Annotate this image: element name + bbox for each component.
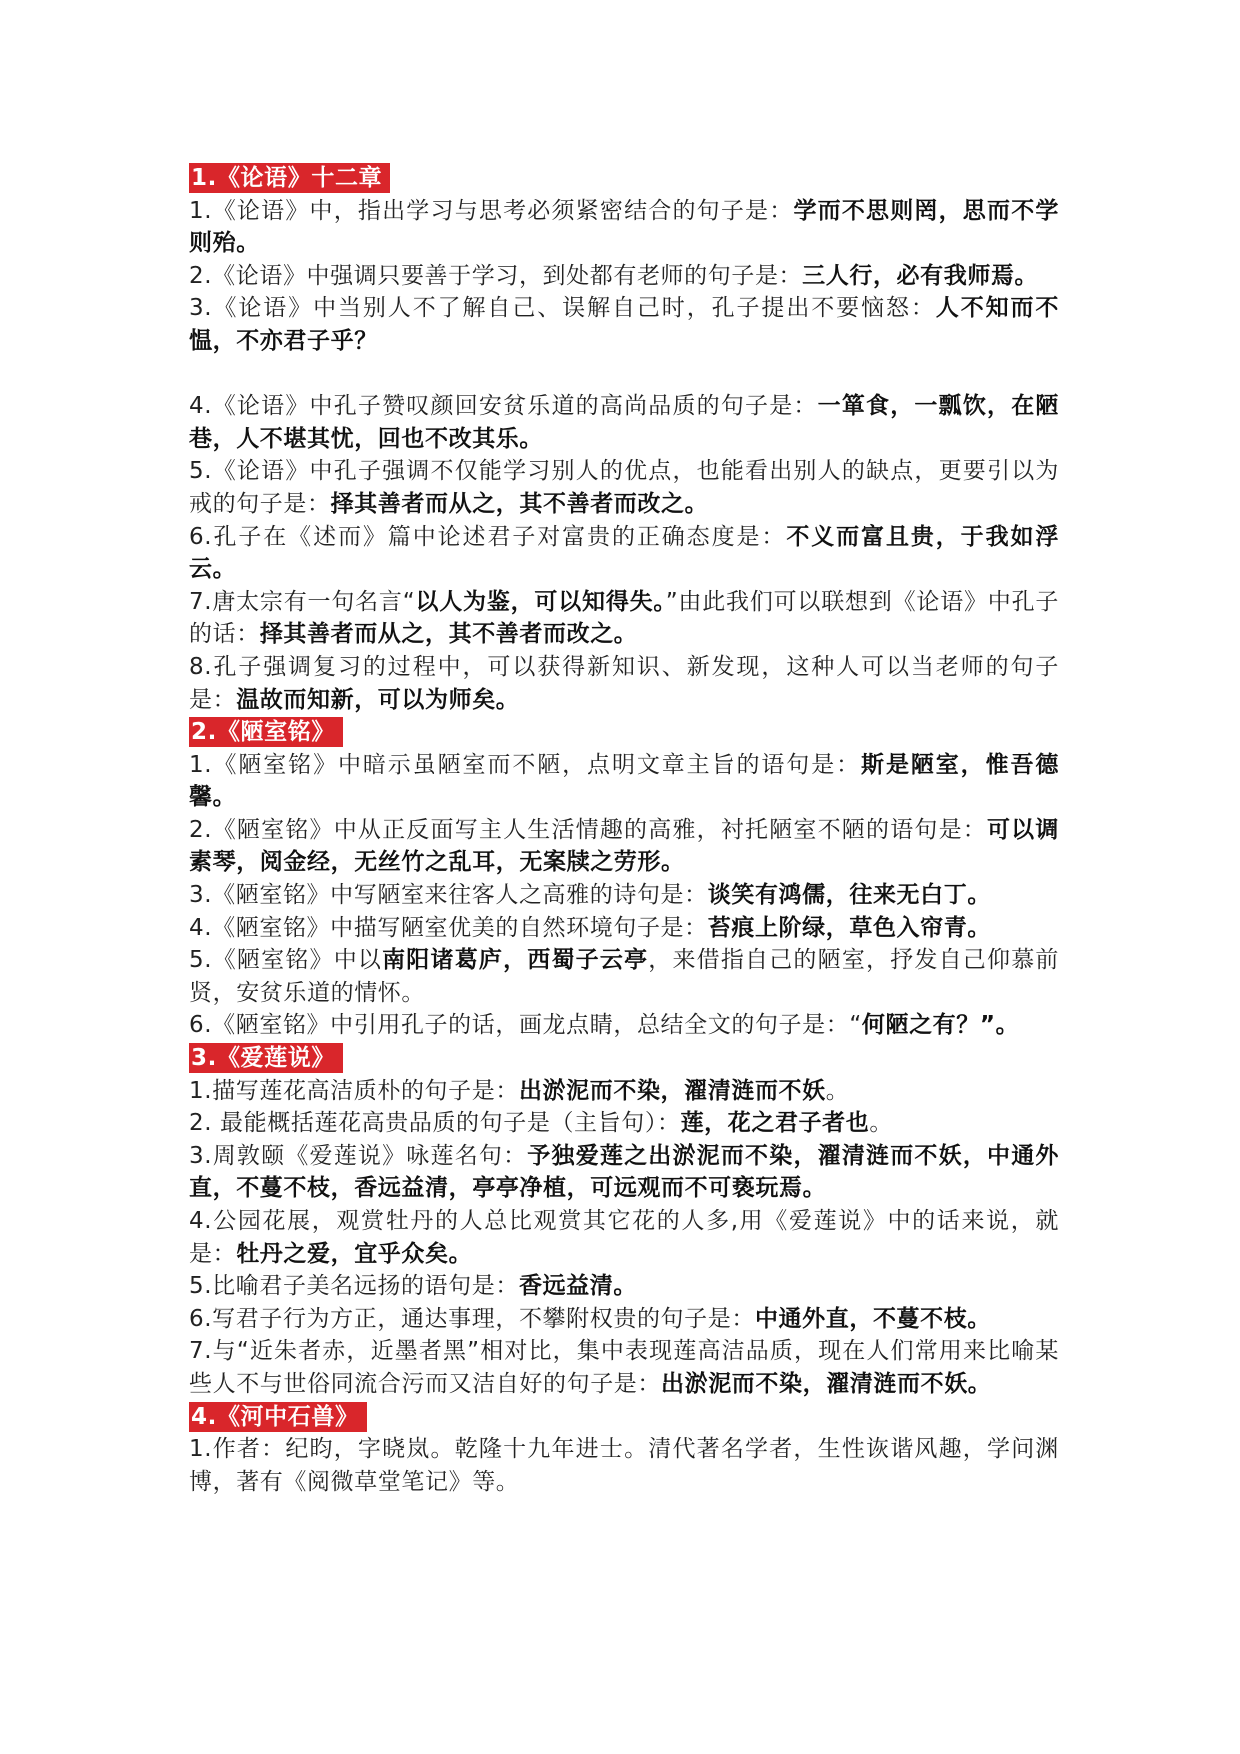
- qa-item: [189, 1140, 1059, 1205]
- answer-text: 以人为鉴，可以知得失。: [415, 588, 666, 615]
- answer-text: 三人行，必有我师焉。: [802, 262, 1039, 289]
- qa-item: [189, 1107, 1059, 1140]
- answer-text: 出淤泥而不染，濯清涟而不妖。: [661, 1370, 992, 1397]
- question-text: 5.《论语》中孔子强调不仅能学习别人的优点，也能看出别人的缺点，更要引以为戒的句子是：: [189, 458, 1059, 517]
- qa-item: [189, 879, 1059, 912]
- question-text: 4.《陋室铭》中描写陋室优美的自然环境句子是：: [189, 914, 708, 941]
- answer-text: 予独爱莲之出淤泥而不染，濯清涟而不妖，中通外直，不蔓不枝，香远益清，亭亭净植，可远观而不可亵玩焉。: [189, 1142, 1060, 1202]
- qa-item: [189, 814, 1059, 879]
- question-text: 6.写君子行为方正，通达事理，不攀附权贵的句子是：: [189, 1305, 755, 1332]
- answer-text: 苔痕上阶绿，草色入帘青。: [707, 914, 991, 941]
- blank-line: [189, 358, 1059, 391]
- answer-text: 学而不思则罔，思而不学则殆。: [189, 197, 1059, 257]
- question-text: 8.孔子强调复习的过程中，可以获得新知识、新发现，这种人可以当老师的句子是：: [189, 653, 1059, 713]
- answer-text: 何陋之有？”。: [861, 1012, 1020, 1039]
- section-heading-row: [189, 1401, 1059, 1434]
- question-text: 1.描写莲花高洁质朴的句子是：: [189, 1077, 519, 1104]
- qa-item: [189, 586, 1059, 651]
- question-text: 1.作者：纪昀，字晓岚。乾隆十九年进士。清代著名学者，生性诙谐风趣，学问渊博，著有《阅微草堂笔记》等。: [189, 1436, 1059, 1495]
- question-text: ，来借指自己的陋室，抒发自己仰慕前贤，安贫乐道的情怀。: [189, 947, 1059, 1006]
- qa-item: [189, 1075, 1059, 1108]
- section-heading: 2.《陋室铭》: [189, 717, 343, 747]
- question-text: ”由此我们可以联想到《论语》中孔子的话：: [189, 588, 1059, 648]
- question-text: 2.《论语》中强调只要善于学习，到处都有老师的句子是：: [189, 262, 803, 289]
- qa-item: [189, 390, 1059, 455]
- answer-text: 可以调素琴，阅金经，无丝竹之乱耳，无案牍之劳形。: [189, 816, 1059, 876]
- qa-item: [189, 944, 1059, 1009]
- question-text: 3.《论语》中当别人不了解自己、误解自己时，孔子提出不要恼怒：: [189, 295, 936, 322]
- answer-text: 出淤泥而不染，濯清涟而不妖: [518, 1077, 826, 1104]
- question-text: 7.与“近朱者赤，近墨者黑”相对比，集中表现莲高洁品质，现在人们常用来比喻某些人不与世俗同流合污而又洁自好的句子是：: [189, 1338, 1059, 1397]
- answer-text: 斯是陋室，惟吾德馨。: [189, 751, 1059, 811]
- question-text: 4.《论语》中孔子赞叹颜回安贫乐道的高尚品质的句子是：: [189, 393, 818, 420]
- qa-item: [189, 651, 1059, 716]
- section-heading-row: [189, 162, 1059, 195]
- answer-text: 莲，花之君子者也: [680, 1110, 870, 1137]
- section-heading-row: [189, 1042, 1059, 1075]
- question-text: 5.比喻君子美名远扬的语句是：: [189, 1273, 519, 1300]
- section-heading: 4.《河中石兽》: [189, 1402, 367, 1432]
- qa-item: [189, 1009, 1059, 1042]
- answer-text: 温故而知新，可以为师矣。: [236, 686, 520, 713]
- document-page: [189, 162, 1059, 1498]
- question-text: 3.《陋室铭》中写陋室来往客人之高雅的诗句是：: [189, 882, 708, 909]
- answer-text: 南阳诸葛庐，西蜀子云亭: [382, 947, 649, 974]
- qa-item: [189, 521, 1059, 586]
- qa-item: [189, 1335, 1059, 1400]
- qa-item: [189, 455, 1059, 520]
- qa-item: [189, 1433, 1059, 1498]
- answer-text: 择其善者而从之，其不善者而改之。: [259, 621, 638, 648]
- qa-item: [189, 195, 1059, 260]
- qa-item: [189, 912, 1059, 945]
- question-text: 1.《论语》中，指出学习与思考必须紧密结合的句子是：: [189, 197, 794, 224]
- question-text: 1.《陋室铭》中暗示虽陋室而不陋，点明文章主旨的语句是：: [189, 751, 862, 778]
- question-text: 2. 最能概括莲花高贵品质的句子是（主旨句）：: [189, 1110, 681, 1137]
- answer-text: 中通外直，不蔓不枝。: [754, 1305, 991, 1332]
- answer-text: 择其善者而从之，其不善者而改之。: [330, 490, 709, 517]
- qa-item: [189, 1205, 1059, 1270]
- qa-item: [189, 292, 1059, 357]
- question-text: 2.《陋室铭》中从正反面写主人生活情趣的高雅，衬托陋室不陋的语句是：: [189, 816, 987, 843]
- question-text: 5.《陋室铭》中以: [189, 947, 383, 974]
- question-text: 3.周敦颐《爱莲说》咏莲名句：: [189, 1142, 528, 1169]
- qa-item: [189, 1270, 1059, 1303]
- question-text: 。: [825, 1077, 850, 1104]
- answer-text: 牡丹之爱，宜乎众矣。: [236, 1240, 473, 1267]
- answer-text: 人不知而不愠，不亦君子乎？: [189, 295, 1060, 354]
- answer-text: 香远益清。: [518, 1273, 637, 1300]
- qa-item: [189, 749, 1059, 814]
- qa-item: [189, 1303, 1059, 1336]
- section-heading: 1.《论语》十二章: [189, 163, 390, 193]
- question-text: 6.《陋室铭》中引用孔子的话，画龙点睛，总结全文的句子是：“: [189, 1012, 862, 1039]
- answer-text: 谈笑有鸿儒，往来无白丁。: [707, 882, 991, 909]
- question-text: 7.唐太宗有一句名言“: [189, 588, 416, 615]
- question-text: 6.孔子在《述而》篇中论述君子对富贵的正确态度是：: [189, 523, 787, 550]
- section-heading: 3.《爱莲说》: [189, 1043, 343, 1073]
- question-text: 4.公园花展，观赏牡丹的人总比观赏其它花的人多,用《爱莲说》中的话来说，就是：: [189, 1208, 1059, 1267]
- section-heading-row: [189, 716, 1059, 749]
- question-text: 。: [869, 1110, 893, 1137]
- answer-text: 不义而富且贵，于我如浮云。: [189, 523, 1059, 583]
- answer-text: 一箪食，一瓢饮，在陋巷，人不堪其忧，回也不改其乐。: [189, 393, 1060, 452]
- qa-item: [189, 260, 1059, 293]
